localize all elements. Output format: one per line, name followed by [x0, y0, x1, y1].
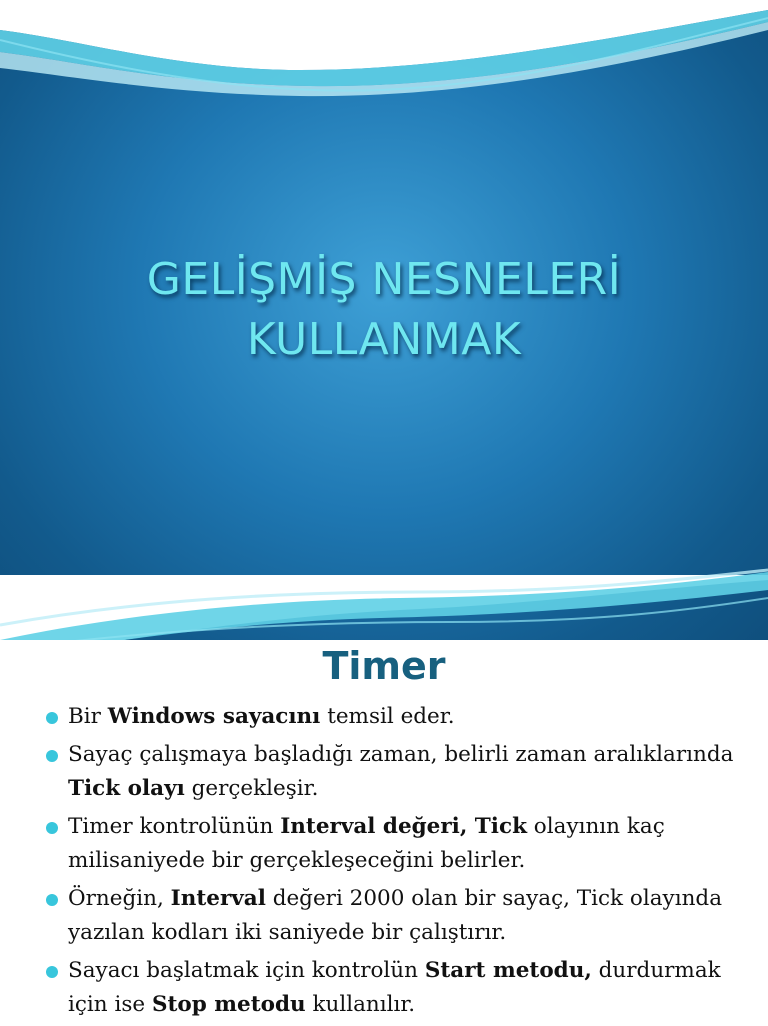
bullet-icon	[46, 822, 58, 834]
content-slide	[0, 640, 768, 1024]
title-line-2: KULLANMAK	[246, 314, 522, 365]
bullet-icon	[46, 712, 58, 724]
bullet-item: Bir Windows sayacını temsil eder.	[46, 700, 746, 734]
bullet-icon	[46, 750, 58, 762]
bullet-item: Timer kontrolünün Interval değeri, Tick olayının kaç milisaniyede bir gerçekleşeceğini belirler.	[46, 810, 746, 878]
bullet-icon	[46, 894, 58, 906]
slide-heading: Timer	[322, 644, 446, 688]
bullet-item: Sayaç çalışmaya başladığı zaman, belirli zaman aralıklarında Tick olayı gerçekleşir.	[46, 738, 746, 806]
title-line-1: GELİŞMİŞ NESNELERİ	[146, 254, 622, 305]
bullet-item: Sayacı başlatmak için kontrolün Start metodu, durdurmak için ise Stop metodu kullanılır.	[46, 954, 746, 1022]
bullet-item: Örneğin, Interval değeri 2000 olan bir sayaç, Tick olayında yazılan kodları iki saniyede bir çalıştırır.	[46, 882, 746, 950]
bullet-list	[46, 700, 746, 1026]
bullet-icon	[46, 966, 58, 978]
slide-title	[0, 250, 768, 370]
